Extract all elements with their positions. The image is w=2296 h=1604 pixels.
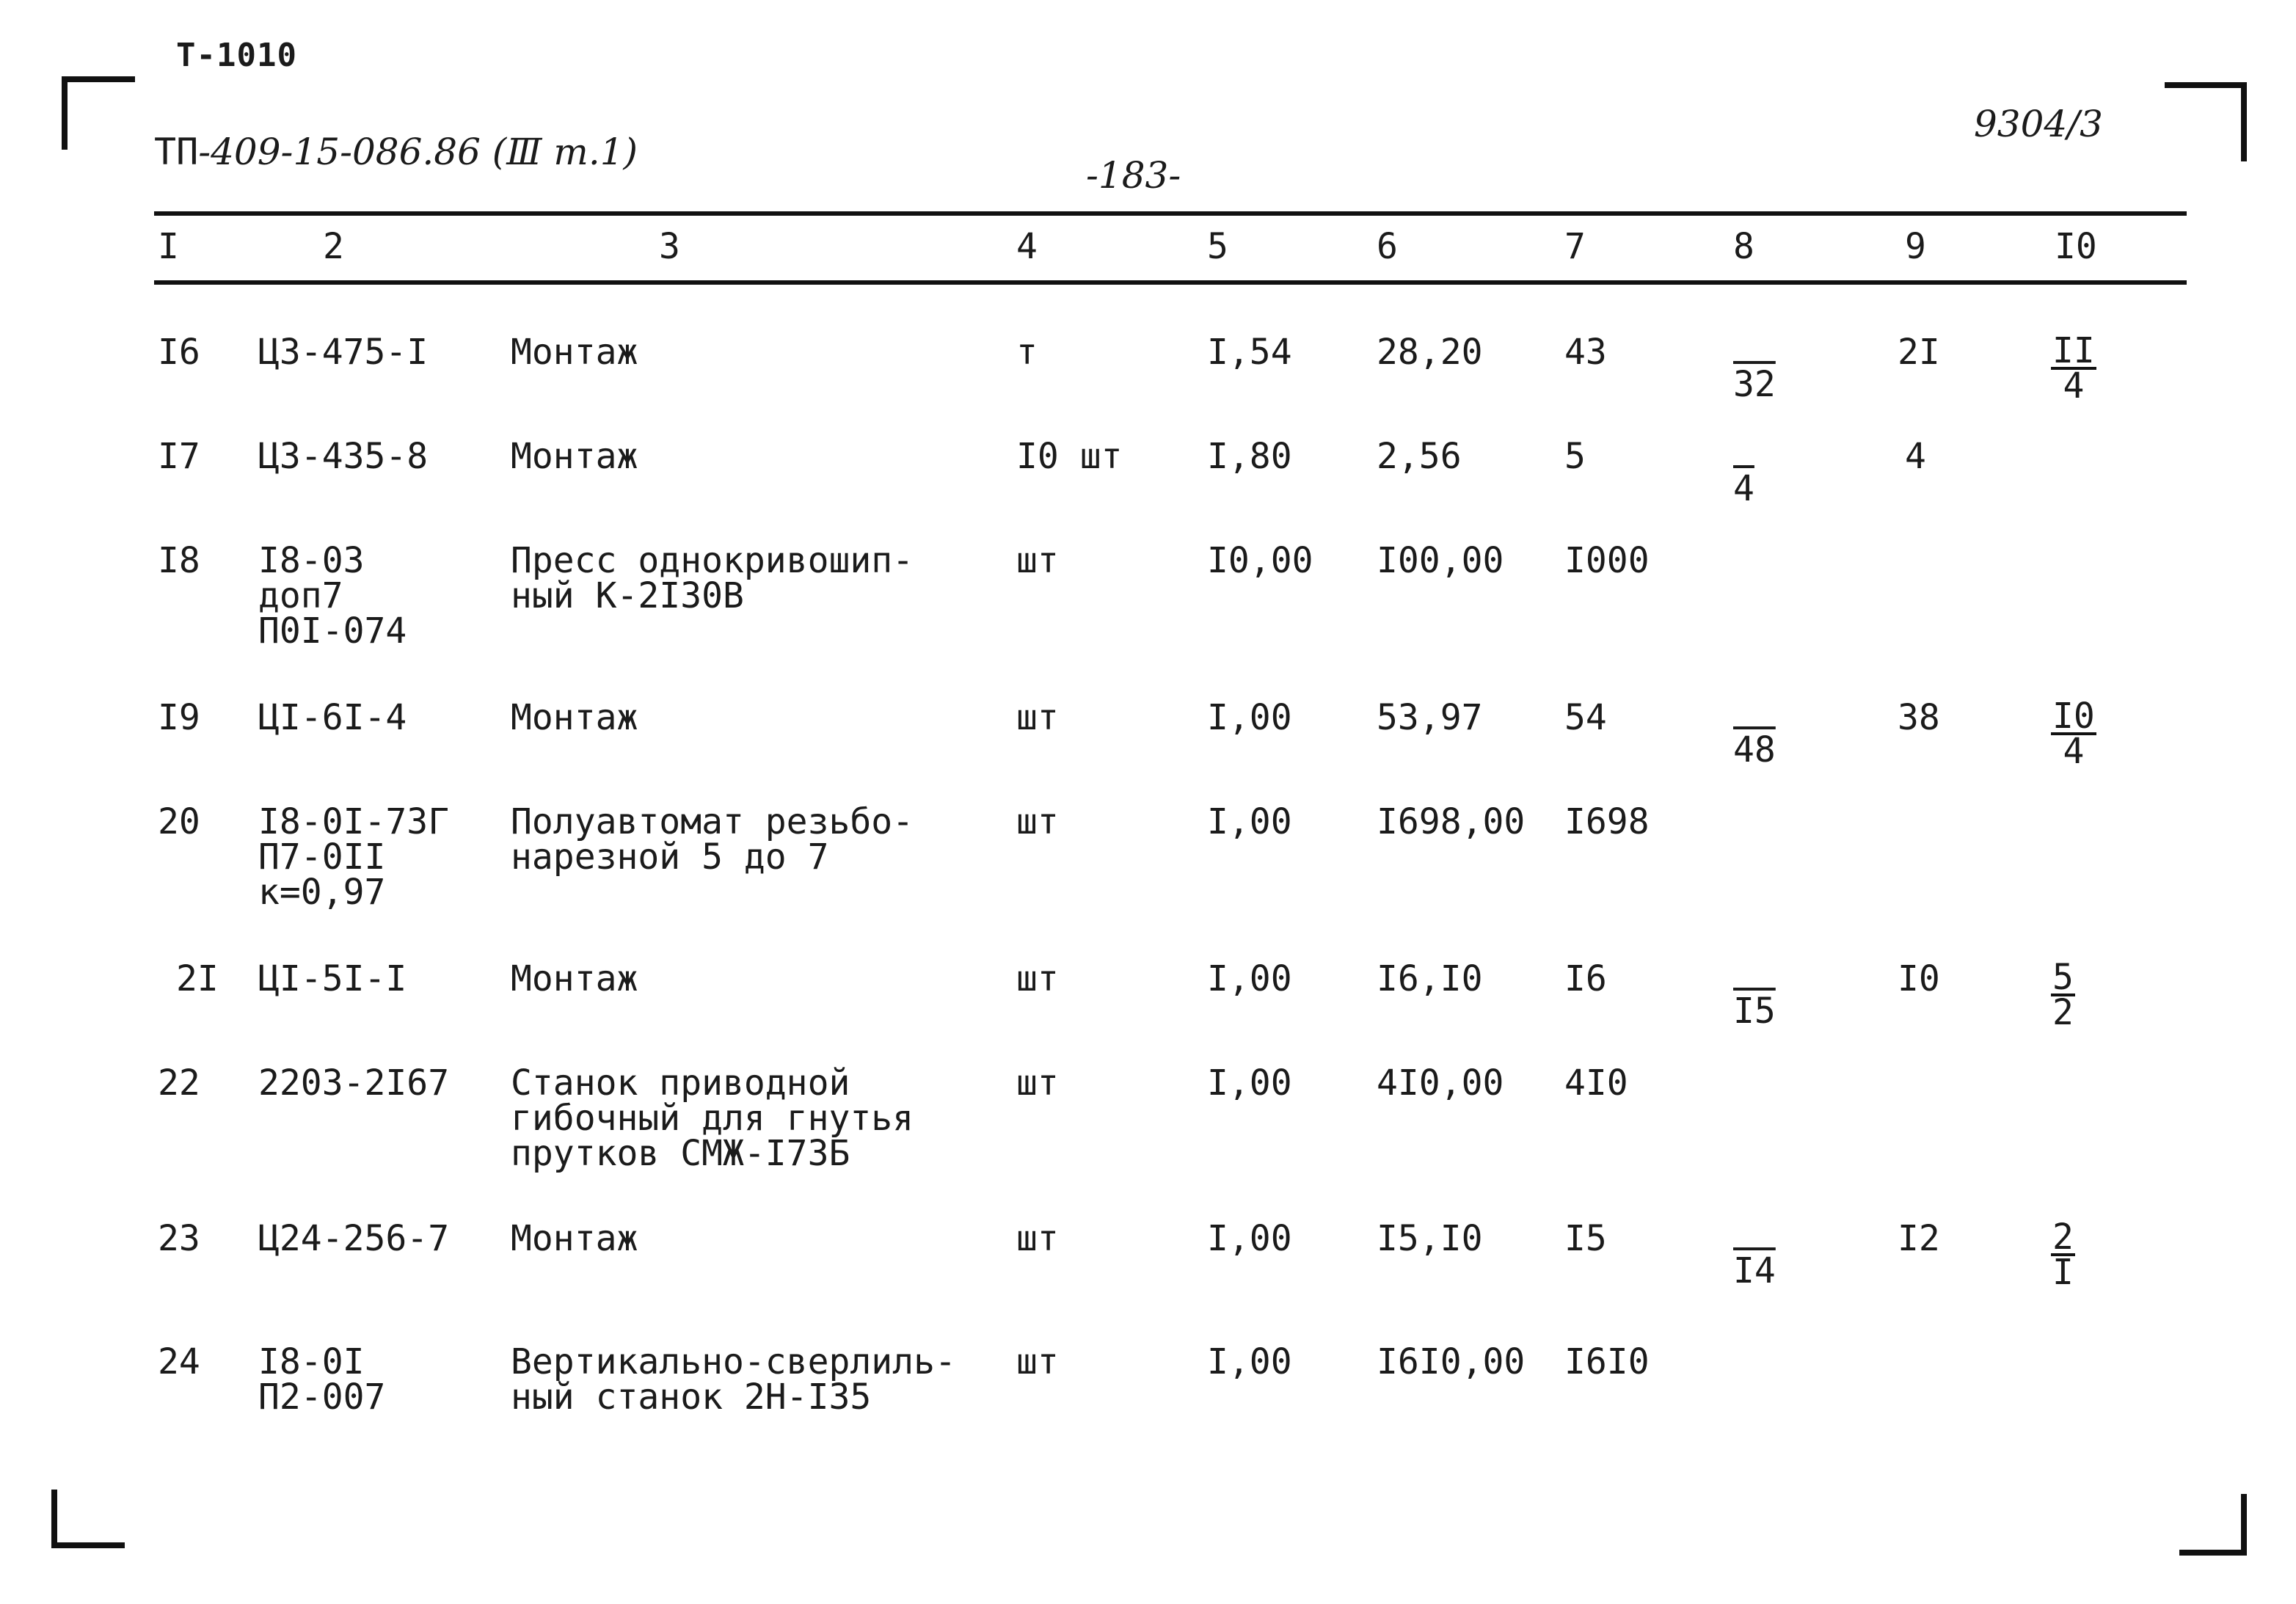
corner-mark-bottom-right (2241, 1494, 2247, 1556)
row-unit: шт (1016, 958, 1059, 999)
fraction-denominator: 2 (2052, 992, 2074, 1033)
row-unit: шт (1016, 1341, 1059, 1382)
row-col10-fraction (2051, 1217, 2075, 1293)
row-unit: шт (1016, 697, 1059, 738)
row-price: I6,I0 (1377, 958, 1483, 999)
row-name: Пресс однокривошип- ный К-2I30В (511, 540, 914, 616)
row-code: 2203-2I67 (258, 1062, 450, 1104)
row-number: 23 (158, 1218, 200, 1259)
column-header-10: I0 (2055, 226, 2097, 267)
row-quantity: I,00 (1207, 1218, 1292, 1259)
row-code: Ц3-435-8 (258, 436, 429, 477)
row-code: I8-0I П2-007 (258, 1341, 386, 1418)
row-total: I698 (1564, 801, 1650, 842)
row-unit: I0 шт (1016, 436, 1123, 477)
table-top-rule (154, 211, 2187, 216)
row-number: I8 (158, 540, 200, 581)
row-name: Полуавтомат резьбо- нарезной 5 до 7 (511, 801, 914, 878)
row-name: Монтаж (511, 332, 638, 373)
sheet-number: 9304/3 (1974, 103, 2103, 145)
corner-mark-bottom-left (51, 1490, 57, 1548)
row-col10-fraction (2051, 330, 2096, 407)
row-code: Ц24-256-7 (258, 1218, 450, 1259)
row-number: 22 (158, 1062, 200, 1104)
row-code: ЦI-6I-4 (258, 697, 407, 738)
row-quantity: I,00 (1207, 801, 1292, 842)
row-total: I5 (1564, 1218, 1607, 1259)
row-number: I9 (158, 697, 200, 738)
row-price: 53,97 (1377, 697, 1483, 738)
row-col8: I4 (1733, 1250, 1776, 1291)
row-total: I6 (1564, 958, 1607, 999)
row-quantity: I,80 (1207, 436, 1292, 477)
corner-mark-bottom-left (51, 1542, 125, 1548)
row-quantity: I,00 (1207, 1341, 1292, 1382)
row-name: Монтаж (511, 697, 638, 738)
column-header-6: 6 (1377, 226, 1398, 267)
column-header-9: 9 (1905, 226, 1926, 267)
fraction-numerator: 5 (2052, 957, 2074, 998)
row-name: Монтаж (511, 958, 638, 999)
row-unit: т (1016, 332, 1038, 373)
corner-mark-top-left (62, 76, 135, 82)
corner-mark-top-right (2241, 82, 2247, 161)
row-total: 4I0 (1564, 1062, 1628, 1104)
row-quantity: I,00 (1207, 958, 1292, 999)
document-code: Т-1010 (176, 37, 297, 74)
row-col10-fraction (2051, 957, 2075, 1033)
column-header-2: 2 (323, 226, 344, 267)
row-col9: 2I (1898, 332, 1940, 373)
fraction-numerator: I0 (2052, 696, 2095, 737)
fraction-denominator: 4 (2063, 365, 2085, 407)
row-name: Станок приводной гибочный для гнутья прутков СМЖ-I73Б (511, 1062, 914, 1174)
column-header-3: 3 (659, 226, 680, 267)
row-col9: I2 (1898, 1218, 1940, 1259)
row-code: I8-0I-73Г П7-0II к=0,97 (258, 801, 450, 913)
fraction-numerator: 2 (2052, 1217, 2074, 1258)
project-code: -409-15-086.86 (Ⅲ т.1) (198, 131, 638, 173)
row-unit: шт (1016, 1218, 1059, 1259)
row-number: I7 (158, 436, 200, 477)
row-quantity: I,00 (1207, 1062, 1292, 1104)
row-name: Монтаж (511, 436, 638, 477)
row-col8: 32 (1733, 364, 1776, 405)
row-col8: 4 (1733, 468, 1754, 509)
row-code: ЦI-5I-I (258, 958, 407, 999)
row-col10-fraction (2051, 696, 2096, 772)
row-col9: 4 (1905, 436, 1926, 477)
corner-mark-bottom-right (2179, 1550, 2247, 1556)
row-total: I000 (1564, 540, 1650, 581)
row-total: I6I0 (1564, 1341, 1650, 1382)
row-price: I5,I0 (1377, 1218, 1483, 1259)
table-header-rule (154, 280, 2187, 285)
row-code: Ц3-475-I (258, 332, 429, 373)
row-quantity: I,00 (1207, 697, 1292, 738)
row-col9: I0 (1898, 958, 1940, 999)
row-price: 4I0,00 (1377, 1062, 1504, 1104)
row-number: 24 (158, 1341, 200, 1382)
row-number: I6 (158, 332, 200, 373)
column-header-4: 4 (1016, 226, 1038, 267)
corner-mark-top-left (62, 76, 68, 150)
row-col8: I5 (1733, 991, 1776, 1032)
row-price: I00,00 (1377, 540, 1504, 581)
row-total: 43 (1564, 332, 1607, 373)
row-number: 2I (176, 958, 219, 999)
row-total: 54 (1564, 697, 1607, 738)
row-unit: шт (1016, 540, 1059, 581)
column-header-8: 8 (1733, 226, 1754, 267)
row-name: Монтаж (511, 1218, 638, 1259)
project-prefix: ТП (154, 131, 199, 173)
row-price: 28,20 (1377, 332, 1483, 373)
fraction-numerator: II (2052, 330, 2095, 371)
row-price: I698,00 (1377, 801, 1526, 842)
corner-mark-top-right (2165, 82, 2247, 88)
row-unit: шт (1016, 1062, 1059, 1104)
column-header-5: 5 (1207, 226, 1228, 267)
row-price: 2,56 (1377, 436, 1462, 477)
column-header-1: I (158, 226, 179, 267)
row-code: I8-03 доп7 П0I-074 (258, 540, 407, 652)
row-number: 20 (158, 801, 200, 842)
row-quantity: I,54 (1207, 332, 1292, 373)
row-price: I6I0,00 (1377, 1341, 1526, 1382)
column-header-7: 7 (1564, 226, 1586, 267)
row-col9: 38 (1898, 697, 1940, 738)
fraction-denominator: 4 (2063, 731, 2085, 772)
row-unit: шт (1016, 801, 1059, 842)
fraction-denominator: I (2052, 1252, 2074, 1293)
project-designation (154, 131, 638, 173)
row-name: Вертикально-сверлиль- ный станок 2Н-I35 (511, 1341, 956, 1418)
row-col8: 48 (1733, 729, 1776, 770)
row-quantity: I0,00 (1207, 540, 1313, 581)
page-number: -183- (1086, 154, 1181, 197)
row-total: 5 (1564, 436, 1586, 477)
